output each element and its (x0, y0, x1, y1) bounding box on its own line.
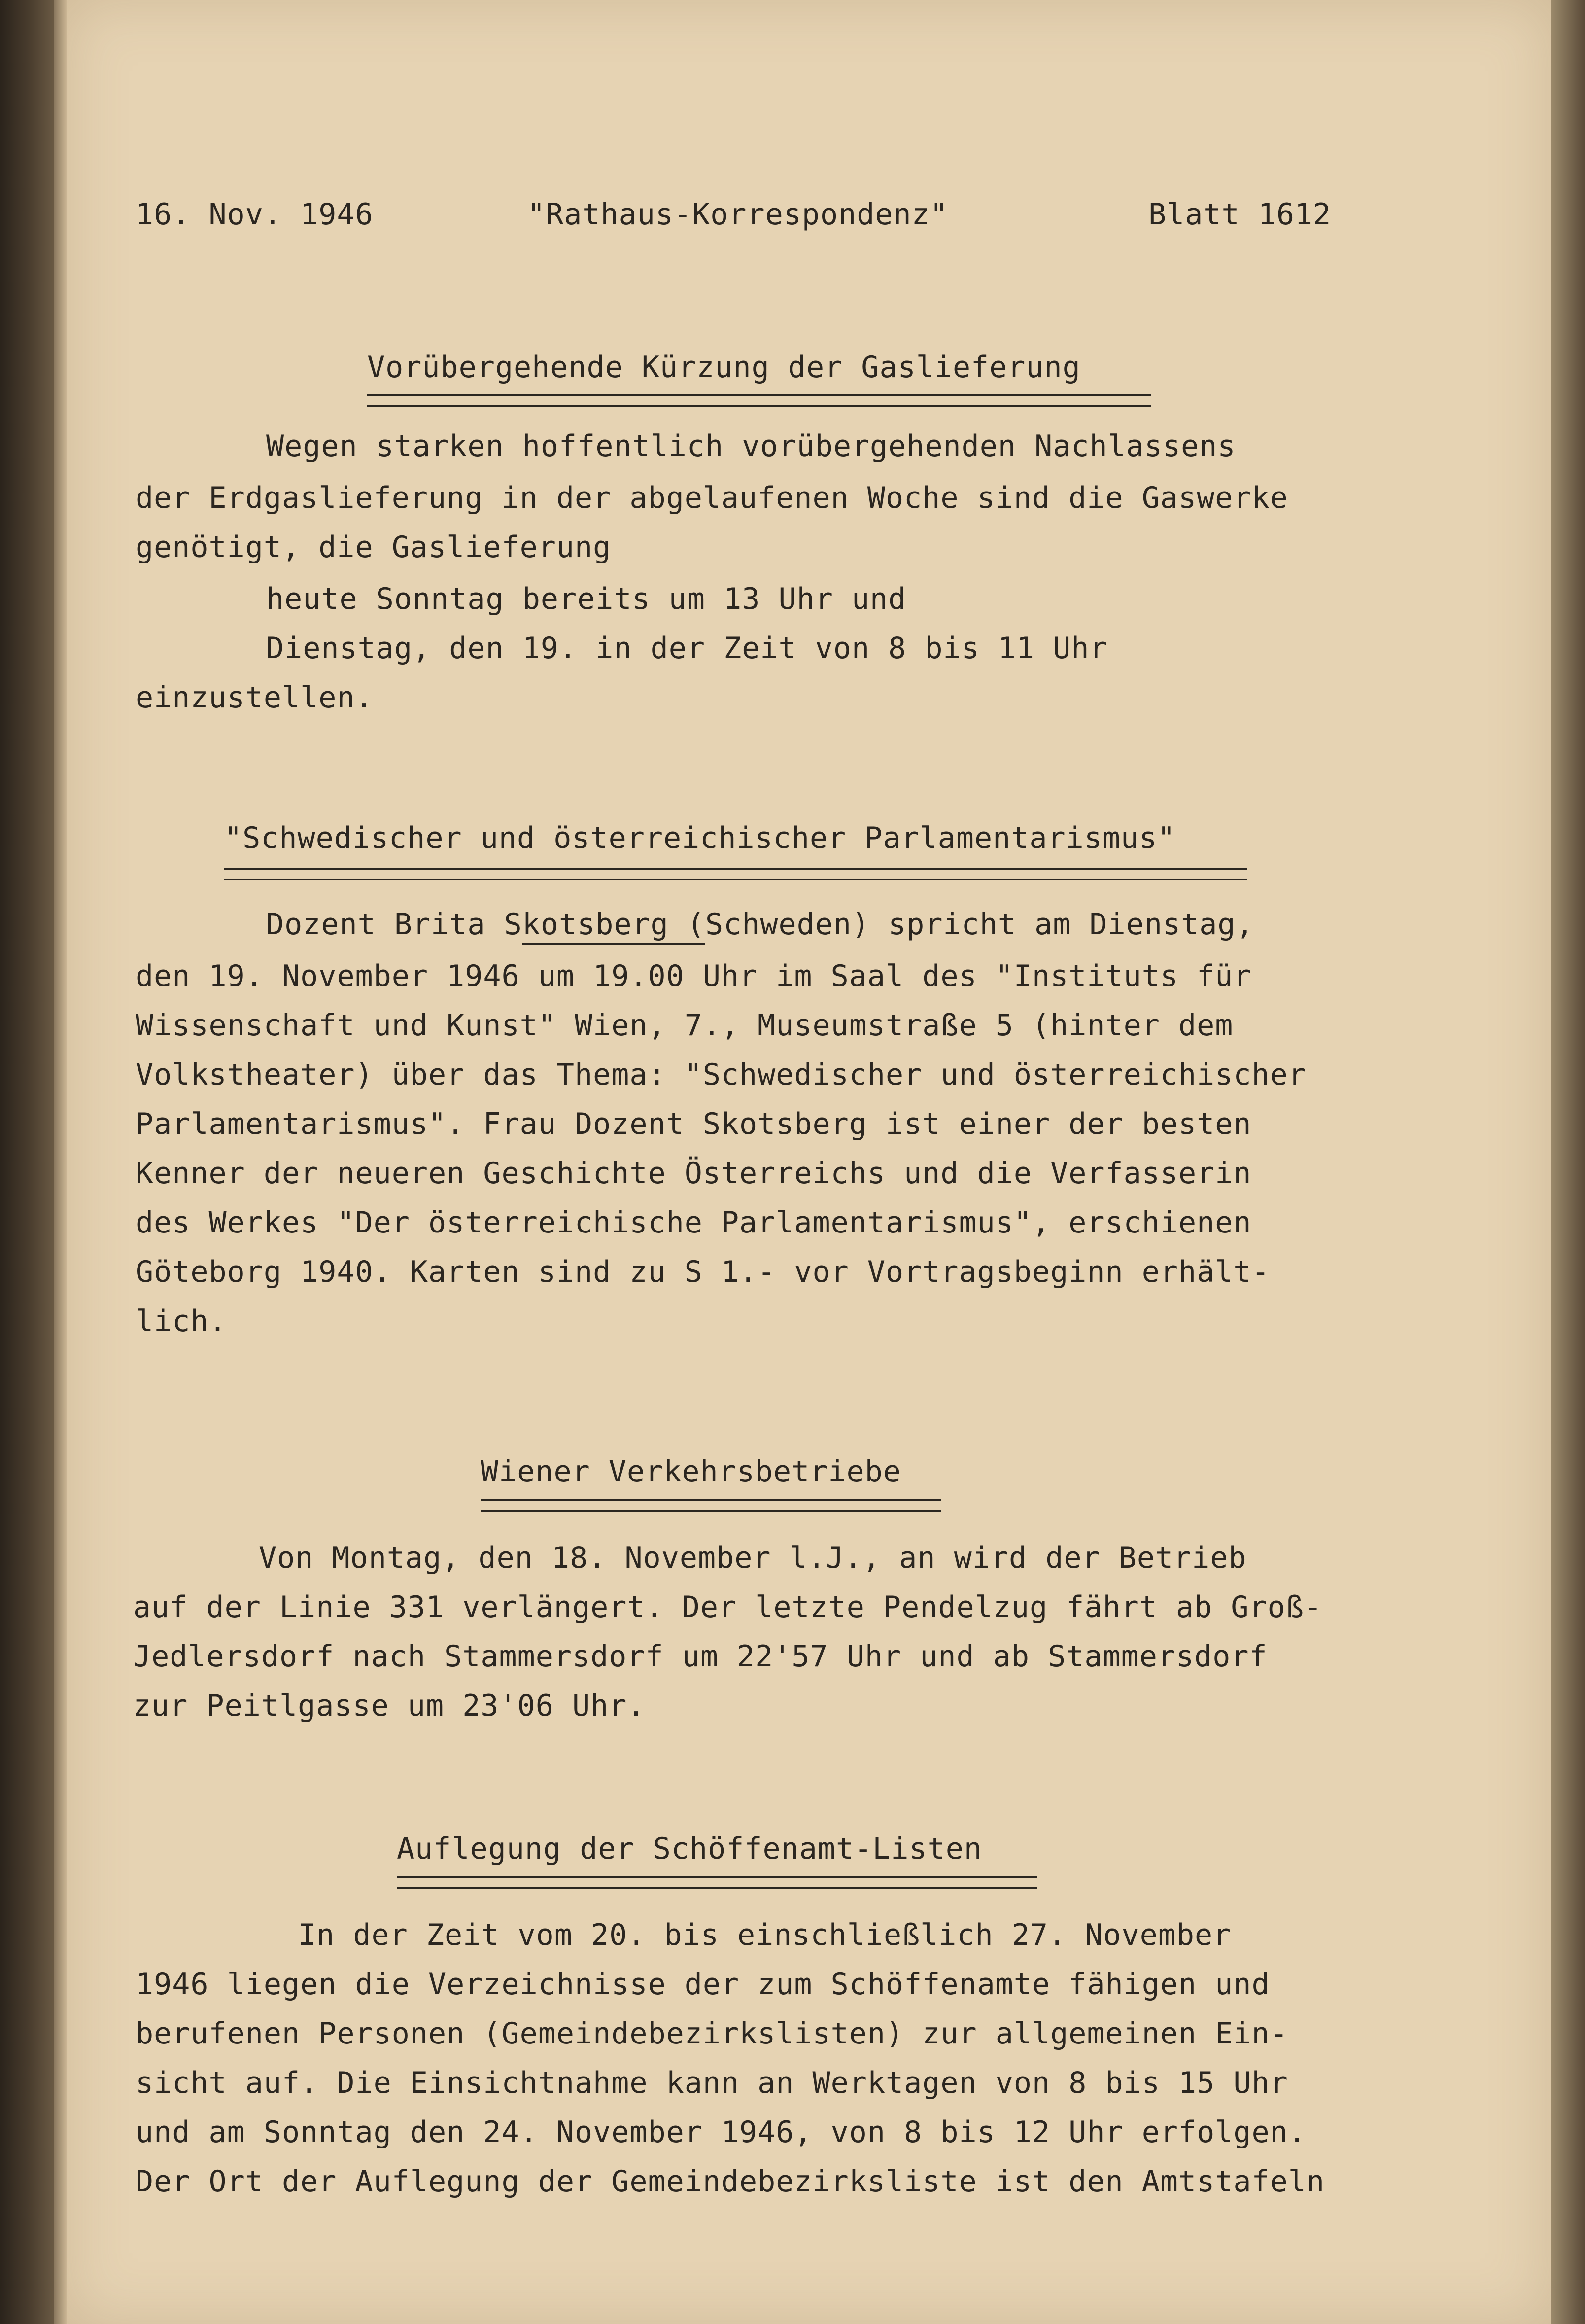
name-underline (522, 943, 705, 945)
article-3-line-3: Jedlersdorf nach Stammersdorf um 22'57 Uhr und ab Stammersdorf (133, 1639, 1268, 1674)
article-3-title-underline (481, 1499, 941, 1512)
article-4-line-1: In der Zeit vom 20. bis einschließlich 27. November (298, 1918, 1232, 1952)
article-4-line-4: sicht auf. Die Einsichtnahme kann an Werktagen von 8 bis 15 Uhr (136, 2066, 1288, 2100)
page-edge (1551, 0, 1585, 2324)
spine-shadow (54, 0, 67, 2324)
article-1-line-5: Dienstag, den 19. in der Zeit von 8 bis 11 Uhr (266, 631, 1108, 666)
article-2-line-7: des Werkes "Der österreichische Parlamentarismus", erschienen (136, 1205, 1252, 1240)
article-4-title-underline (397, 1876, 1037, 1889)
header-sheet: Blatt 1612 (1148, 197, 1332, 232)
article-4-line-3: berufenen Personen (Gemeindebezirkslisten) zur allgemeinen Ein- (136, 2016, 1288, 2051)
article-2-line-8: Göteborg 1940. Karten sind zu S 1.- vor Vortragsbeginn erhält- (136, 1255, 1270, 1289)
article-1-title-underline (367, 394, 1151, 407)
article-4-line-5: und am Sonntag den 24. November 1946, von 8 bis 12 Uhr erfolgen. (136, 2115, 1307, 2149)
article-3-line-4: zur Peitlgasse um 23'06 Uhr. (133, 1689, 646, 1723)
article-4-line-6: Der Ort der Auflegung der Gemeindebezirksliste ist den Amtstafeln (136, 2164, 1325, 2199)
article-2-line-9: lich. (136, 1304, 227, 1338)
book-binding (0, 0, 54, 2324)
article-1-line-4: heute Sonntag bereits um 13 Uhr und (266, 582, 907, 616)
article-2-line-2: den 19. November 1946 um 19.00 Uhr im Saal des "Instituts für (136, 959, 1252, 993)
header-date: 16. Nov. 1946 (136, 197, 374, 232)
article-2-line-4: Volkstheater) über das Thema: "Schwedischer und österreichischer (136, 1057, 1307, 1092)
article-1-line-2: der Erdgaslieferung in der abgelaufenen Woche sind die Gaswerke (136, 481, 1288, 515)
article-1-line-6: einzustellen. (136, 680, 374, 715)
article-4-line-2: 1946 liegen die Verzeichnisse der zum Schöffenamte fähigen und (136, 1967, 1270, 2002)
article-3-title: Wiener Verkehrsbetriebe (481, 1454, 901, 1489)
article-2-line-5: Parlamentarismus". Frau Dozent Skotsberg ist einer der besten (136, 1107, 1252, 1141)
article-4-title: Auflegung der Schöffenamt-Listen (397, 1831, 982, 1866)
article-1-line-1: Wegen starken hoffentlich vorübergehenden Nachlassens (266, 429, 1236, 463)
article-2-line-6: Kenner der neueren Geschichte Österreichs und die Verfasserin (136, 1156, 1252, 1191)
article-2-line-3: Wissenschaft und Kunst" Wien, 7., Museumstraße 5 (hinter dem (136, 1008, 1234, 1043)
article-2-title: "Schwedischer und österreichischer Parlamentarismus" (224, 821, 1176, 855)
article-3-line-1: Von Montag, den 18. November l.J., an wird der Betrieb (259, 1541, 1247, 1575)
article-2-title-underline (224, 868, 1247, 880)
article-2-line-1: Dozent Brita Skotsberg (Schweden) spricht am Dienstag, (266, 907, 1254, 942)
header-publication: "Rathaus-Korrespondenz" (527, 197, 948, 232)
article-1-title: Vorübergehende Kürzung der Gaslieferung (367, 350, 1081, 385)
article-1-line-3: genötigt, die Gaslieferung (136, 530, 612, 564)
article-3-line-2: auf der Linie 331 verlängert. Der letzte Pendelzug fährt ab Groß- (133, 1590, 1322, 1624)
